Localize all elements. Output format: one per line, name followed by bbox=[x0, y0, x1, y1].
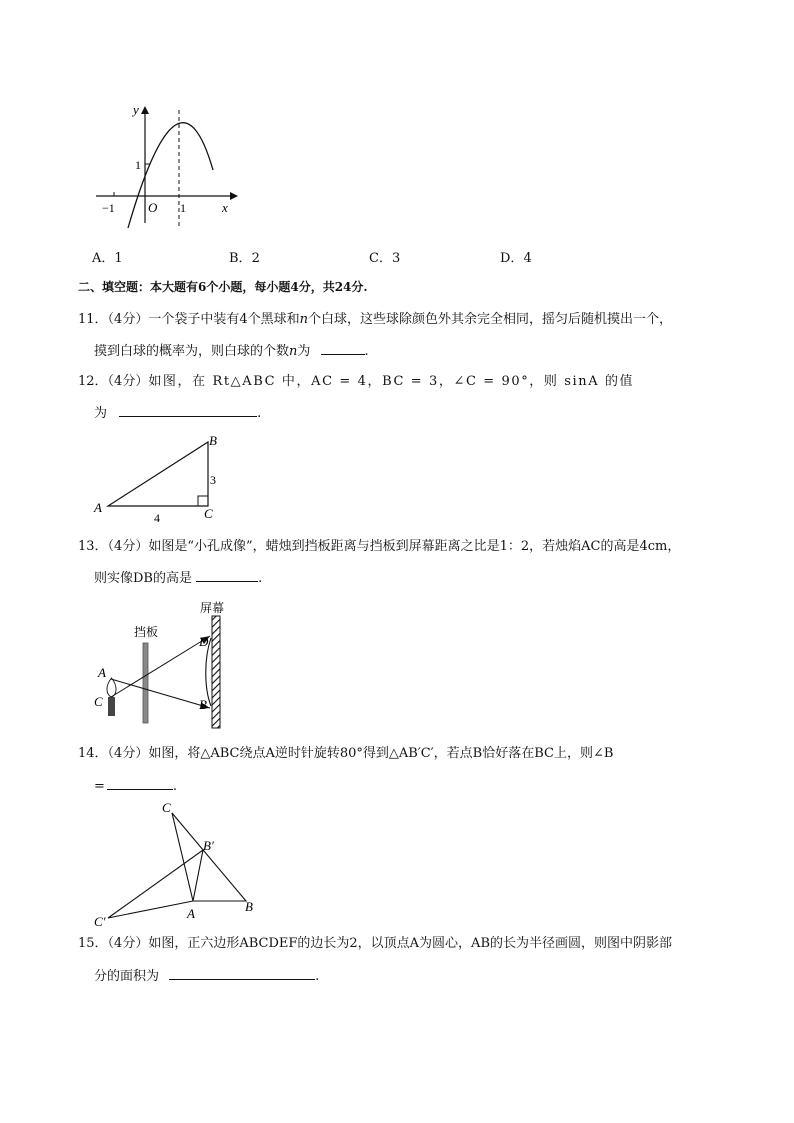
q14-label-bprime: B′ bbox=[203, 838, 214, 853]
choice-a bbox=[92, 247, 123, 266]
q13-label-b: B bbox=[199, 697, 207, 712]
q15-answer-blank[interactable] bbox=[169, 966, 315, 980]
q12-label-b: B bbox=[209, 433, 217, 448]
q13-line1 bbox=[78, 538, 680, 556]
q12-label-c: C bbox=[204, 506, 213, 521]
q13-board-label: 挡板 bbox=[134, 625, 159, 639]
choice-d-value: 4 bbox=[523, 251, 532, 266]
q13-score: （4分） bbox=[107, 539, 149, 554]
choice-b bbox=[229, 247, 260, 266]
q15-line1 bbox=[78, 935, 672, 953]
q15-end: . bbox=[315, 969, 320, 984]
q12-end: . bbox=[257, 406, 262, 421]
q12-line2 bbox=[94, 403, 261, 423]
q12-line1 bbox=[78, 373, 634, 391]
q14-label-b: B bbox=[245, 899, 253, 914]
q13-label-d: D bbox=[199, 634, 209, 649]
choice-c bbox=[369, 247, 400, 266]
rotation-figure bbox=[88, 798, 268, 928]
q11-line1 bbox=[78, 311, 672, 329]
q12-answer-blank[interactable] bbox=[119, 403, 257, 417]
q11-text-d: 为 bbox=[297, 344, 311, 359]
q13-end: . bbox=[258, 571, 263, 586]
q12-text: 如图，在 Rt△ABC 中，AC = 4，BC = 3，∠C = 90°，则 sinA 的值 bbox=[148, 374, 635, 389]
choice-d bbox=[500, 247, 532, 266]
q14-score: （4分） bbox=[107, 746, 149, 761]
choice-a-letter: A． bbox=[92, 251, 115, 266]
q14-line2 bbox=[94, 776, 177, 796]
q14-text: 如图，将△ABC绕点A逆时针旋转80°得到△AB′C′，若点B恰好落在BC上，则∠B bbox=[148, 746, 614, 761]
q15-line2 bbox=[94, 966, 319, 986]
q12-side-ac: 4 bbox=[154, 511, 160, 524]
q14-label-cprime: C′ bbox=[94, 914, 106, 928]
right-triangle-figure bbox=[90, 432, 230, 524]
parabola-figure bbox=[88, 98, 248, 233]
q11-score: （4分） bbox=[107, 312, 149, 327]
tick-label-y1: 1 bbox=[135, 158, 141, 172]
y-axis-label: y bbox=[133, 102, 139, 117]
section-header: 二、填空题：本大题有6个小题，每小题4分，共24分. bbox=[78, 280, 368, 294]
origin-label: O bbox=[148, 200, 158, 215]
q14-text2: = bbox=[94, 779, 105, 794]
q13-text: 如图是“小孔成像”，蜡烛到挡板距离与挡板到屏幕距离之比是1：2，若烛焰AC的高是4cm， bbox=[148, 539, 681, 554]
q14-label-c: C bbox=[162, 800, 171, 815]
q11-line2 bbox=[94, 341, 369, 361]
q15-score: （4分） bbox=[107, 936, 149, 951]
q12-text2: 为 bbox=[94, 406, 108, 421]
q11-end: . bbox=[364, 344, 369, 359]
q13-label-c: C bbox=[94, 694, 103, 709]
choice-a-value: 1 bbox=[114, 251, 123, 266]
q14-answer-blank[interactable] bbox=[107, 776, 173, 790]
q14-end: . bbox=[172, 779, 178, 794]
q13-line2 bbox=[94, 568, 262, 588]
tick-label-x1: 1 bbox=[180, 201, 186, 215]
pinhole-figure bbox=[90, 600, 240, 732]
q14-line1 bbox=[78, 745, 613, 763]
q12-label-a: A bbox=[94, 500, 102, 515]
q11-text-a: 一个袋子中装有4个黑球和 bbox=[148, 312, 300, 327]
q11-text-c: 摸到白球的概率为，则白球的个数 bbox=[94, 344, 290, 359]
q13-answer-blank[interactable] bbox=[196, 568, 258, 582]
q13-screen-label: 屏幕 bbox=[200, 601, 225, 615]
choice-c-value: 3 bbox=[391, 251, 401, 266]
q12-number: 12． bbox=[78, 374, 108, 389]
q11-text-b: 个白球，这些球除颜色外其余完全相同，摇匀后随机摸出一个， bbox=[307, 312, 672, 327]
choice-b-letter: B． bbox=[229, 251, 252, 266]
q11-number: 11． bbox=[78, 312, 108, 327]
choice-c-letter: C． bbox=[369, 251, 392, 266]
q14-label-a: A bbox=[187, 906, 195, 921]
q12-score: （4分） bbox=[107, 374, 149, 389]
q12-side-bc: 3 bbox=[210, 473, 216, 487]
tick-label-xneg1: −1 bbox=[102, 201, 115, 215]
q15-text: 如图，正六边形ABCDEF的边长为2，以顶点A为圆心，AB的长为半径画圆，则图中阴影部 bbox=[148, 936, 672, 951]
q15-text2: 分的面积为 bbox=[94, 969, 160, 984]
q13-text2: 则实像DB的高是 bbox=[94, 571, 192, 586]
q11-answer-blank[interactable] bbox=[321, 341, 365, 355]
choice-b-value: 2 bbox=[251, 251, 260, 266]
q13-label-a: A bbox=[98, 665, 106, 680]
x-axis-label: x bbox=[222, 200, 228, 215]
q13-number: 13． bbox=[78, 539, 108, 554]
choice-d-letter: D． bbox=[500, 251, 524, 266]
q15-number: 15． bbox=[78, 936, 108, 951]
q11-var-n2: n bbox=[289, 344, 298, 359]
q11-var-n: n bbox=[299, 312, 308, 327]
q14-number: 14． bbox=[78, 746, 108, 761]
